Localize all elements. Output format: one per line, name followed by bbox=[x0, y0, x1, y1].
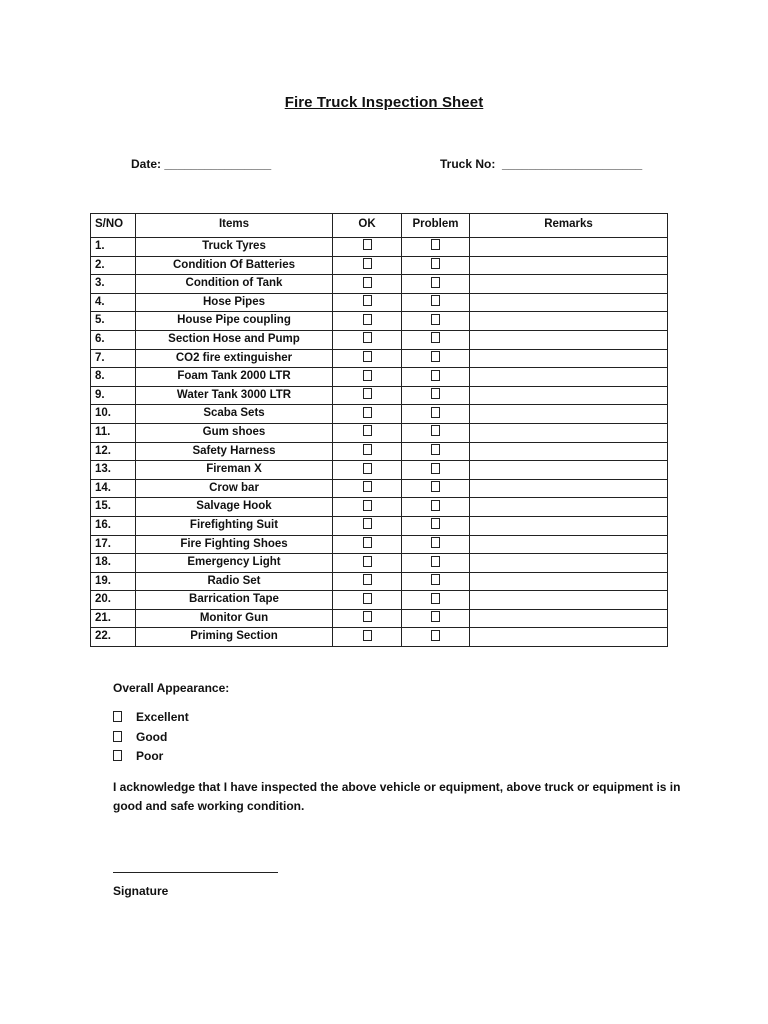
table-row bbox=[91, 256, 668, 275]
row-sno: 13. bbox=[91, 461, 136, 480]
row-item: Hose Pipes bbox=[136, 293, 333, 312]
header-remarks: Remarks bbox=[470, 214, 668, 238]
row-remarks[interactable] bbox=[470, 498, 668, 517]
checkbox-icon[interactable] bbox=[363, 314, 372, 325]
checkbox-icon[interactable] bbox=[363, 463, 372, 474]
row-remarks[interactable] bbox=[470, 609, 668, 628]
checkbox-icon[interactable] bbox=[113, 731, 122, 742]
checkbox-icon[interactable] bbox=[431, 258, 440, 269]
row-sno: 16. bbox=[91, 516, 136, 535]
checkbox-icon[interactable] bbox=[431, 444, 440, 455]
ok-checkbox-cell[interactable] bbox=[333, 256, 402, 275]
ok-checkbox-cell[interactable] bbox=[333, 572, 402, 591]
table-row bbox=[91, 572, 668, 591]
row-item: Fire Fighting Shoes bbox=[136, 535, 333, 554]
option-good[interactable] bbox=[113, 730, 167, 744]
row-item: Truck Tyres bbox=[136, 238, 333, 257]
option-excellent[interactable] bbox=[113, 710, 189, 724]
row-remarks[interactable] bbox=[470, 275, 668, 294]
ok-checkbox-cell[interactable] bbox=[333, 312, 402, 331]
checkbox-icon[interactable] bbox=[431, 388, 440, 399]
row-remarks[interactable] bbox=[470, 349, 668, 368]
ok-checkbox-cell[interactable] bbox=[333, 405, 402, 424]
table-row bbox=[91, 516, 668, 535]
checkbox-icon[interactable] bbox=[363, 593, 372, 604]
checkbox-icon[interactable] bbox=[431, 500, 440, 511]
checkbox-icon[interactable] bbox=[363, 518, 372, 529]
row-remarks[interactable] bbox=[470, 628, 668, 647]
row-item: Salvage Hook bbox=[136, 498, 333, 517]
table-row bbox=[91, 238, 668, 257]
problem-checkbox-cell[interactable] bbox=[402, 479, 470, 498]
row-item: Barrication Tape bbox=[136, 591, 333, 610]
row-sno: 14. bbox=[91, 479, 136, 498]
checkbox-icon[interactable] bbox=[431, 630, 440, 641]
signature-label: Signature bbox=[113, 884, 169, 898]
row-sno: 11. bbox=[91, 423, 136, 442]
checkbox-icon[interactable] bbox=[431, 518, 440, 529]
row-remarks[interactable] bbox=[470, 423, 668, 442]
ok-checkbox-cell[interactable] bbox=[333, 516, 402, 535]
option-poor[interactable] bbox=[113, 749, 163, 763]
row-item: Condition Of Batteries bbox=[136, 256, 333, 275]
ok-checkbox-cell[interactable] bbox=[333, 442, 402, 461]
truck-number-field[interactable]: Truck No: _____________________ bbox=[440, 157, 643, 171]
row-remarks[interactable] bbox=[470, 256, 668, 275]
checkbox-icon[interactable] bbox=[363, 370, 372, 381]
header-ok: OK bbox=[333, 214, 402, 238]
row-remarks[interactable] bbox=[470, 312, 668, 331]
checkbox-icon[interactable] bbox=[431, 295, 440, 306]
checkbox-icon[interactable] bbox=[431, 481, 440, 492]
table-row bbox=[91, 591, 668, 610]
checkbox-icon[interactable] bbox=[363, 388, 372, 399]
problem-checkbox-cell[interactable] bbox=[402, 405, 470, 424]
checkbox-icon[interactable] bbox=[363, 537, 372, 548]
row-sno: 2. bbox=[91, 256, 136, 275]
problem-checkbox-cell[interactable] bbox=[402, 368, 470, 387]
problem-checkbox-cell[interactable] bbox=[402, 349, 470, 368]
row-item: Monitor Gun bbox=[136, 609, 333, 628]
signature-line[interactable] bbox=[113, 872, 278, 873]
page-title: Fire Truck Inspection Sheet bbox=[284, 94, 484, 111]
table-row bbox=[91, 498, 668, 517]
row-remarks[interactable] bbox=[470, 516, 668, 535]
problem-checkbox-cell[interactable] bbox=[402, 535, 470, 554]
date-field[interactable]: Date: ________________ bbox=[131, 157, 272, 171]
table-row bbox=[91, 442, 668, 461]
table-row bbox=[91, 368, 668, 387]
row-item: Firefighting Suit bbox=[136, 516, 333, 535]
checkbox-icon[interactable] bbox=[363, 295, 372, 306]
row-item: Priming Section bbox=[136, 628, 333, 647]
checkbox-icon[interactable] bbox=[431, 239, 440, 250]
checkbox-icon[interactable] bbox=[363, 407, 372, 418]
row-item: Scaba Sets bbox=[136, 405, 333, 424]
problem-checkbox-cell[interactable] bbox=[402, 386, 470, 405]
problem-checkbox-cell[interactable] bbox=[402, 312, 470, 331]
row-item: House Pipe coupling bbox=[136, 312, 333, 331]
checkbox-icon[interactable] bbox=[431, 277, 440, 288]
row-sno: 18. bbox=[91, 554, 136, 573]
row-sno: 17. bbox=[91, 535, 136, 554]
ok-checkbox-cell[interactable] bbox=[333, 330, 402, 349]
row-sno: 9. bbox=[91, 386, 136, 405]
checkbox-icon[interactable] bbox=[431, 425, 440, 436]
row-item: Safety Harness bbox=[136, 442, 333, 461]
ok-checkbox-cell[interactable] bbox=[333, 386, 402, 405]
table-row bbox=[91, 423, 668, 442]
row-sno: 20. bbox=[91, 591, 136, 610]
checkbox-icon[interactable] bbox=[431, 332, 440, 343]
ok-checkbox-cell[interactable] bbox=[333, 423, 402, 442]
row-remarks[interactable] bbox=[470, 330, 668, 349]
problem-checkbox-cell[interactable] bbox=[402, 275, 470, 294]
row-sno: 15. bbox=[91, 498, 136, 517]
table-row bbox=[91, 535, 668, 554]
row-item: Crow bar bbox=[136, 479, 333, 498]
header-sno: S/NO bbox=[91, 214, 136, 238]
checkbox-icon[interactable] bbox=[363, 332, 372, 343]
problem-checkbox-cell[interactable] bbox=[402, 293, 470, 312]
option-label: Good bbox=[136, 730, 168, 744]
problem-checkbox-cell[interactable] bbox=[402, 256, 470, 275]
row-item: CO2 fire extinguisher bbox=[136, 349, 333, 368]
row-item: Section Hose and Pump bbox=[136, 330, 333, 349]
ok-checkbox-cell[interactable] bbox=[333, 238, 402, 257]
checkbox-icon[interactable] bbox=[431, 574, 440, 585]
checkbox-icon[interactable] bbox=[431, 370, 440, 381]
table-row bbox=[91, 330, 668, 349]
checkbox-icon[interactable] bbox=[363, 500, 372, 511]
row-sno: 8. bbox=[91, 368, 136, 387]
checkbox-icon[interactable] bbox=[363, 351, 372, 362]
row-sno: 3. bbox=[91, 275, 136, 294]
checkbox-icon[interactable] bbox=[363, 258, 372, 269]
checkbox-icon[interactable] bbox=[431, 407, 440, 418]
row-sno: 4. bbox=[91, 293, 136, 312]
checkbox-icon[interactable] bbox=[363, 574, 372, 585]
row-sno: 21. bbox=[91, 609, 136, 628]
problem-checkbox-cell[interactable] bbox=[402, 423, 470, 442]
problem-checkbox-cell[interactable] bbox=[402, 498, 470, 517]
row-remarks[interactable] bbox=[470, 386, 668, 405]
checkbox-icon[interactable] bbox=[363, 556, 372, 567]
row-sno: 1. bbox=[91, 238, 136, 257]
row-remarks[interactable] bbox=[470, 442, 668, 461]
header-items: Items bbox=[136, 214, 333, 238]
row-sno: 22. bbox=[91, 628, 136, 647]
row-sno: 6. bbox=[91, 330, 136, 349]
ok-checkbox-cell[interactable] bbox=[333, 349, 402, 368]
problem-checkbox-cell[interactable] bbox=[402, 330, 470, 349]
row-sno: 12. bbox=[91, 442, 136, 461]
row-remarks[interactable] bbox=[470, 461, 668, 480]
inspection-table bbox=[90, 213, 668, 647]
row-remarks[interactable] bbox=[470, 572, 668, 591]
option-label: Excellent bbox=[136, 710, 189, 724]
problem-checkbox-cell[interactable] bbox=[402, 591, 470, 610]
problem-checkbox-cell[interactable] bbox=[402, 628, 470, 647]
table-row bbox=[91, 405, 668, 424]
checkbox-icon[interactable] bbox=[363, 611, 372, 622]
ok-checkbox-cell[interactable] bbox=[333, 368, 402, 387]
ok-checkbox-cell[interactable] bbox=[333, 591, 402, 610]
row-item: Water Tank 3000 LTR bbox=[136, 386, 333, 405]
checkbox-icon[interactable] bbox=[363, 481, 372, 492]
ok-checkbox-cell[interactable] bbox=[333, 554, 402, 573]
ok-checkbox-cell[interactable] bbox=[333, 628, 402, 647]
row-remarks[interactable] bbox=[470, 368, 668, 387]
row-remarks[interactable] bbox=[470, 479, 668, 498]
table-row bbox=[91, 386, 668, 405]
checkbox-icon[interactable] bbox=[363, 239, 372, 250]
checkbox-icon[interactable] bbox=[363, 277, 372, 288]
row-remarks[interactable] bbox=[470, 591, 668, 610]
checkbox-icon[interactable] bbox=[431, 593, 440, 604]
checkbox-icon[interactable] bbox=[431, 351, 440, 362]
ok-checkbox-cell[interactable] bbox=[333, 609, 402, 628]
overall-appearance-label: Overall Appearance: bbox=[113, 681, 230, 695]
row-sno: 5. bbox=[91, 312, 136, 331]
row-item: Gum shoes bbox=[136, 423, 333, 442]
row-sno: 19. bbox=[91, 572, 136, 591]
ok-checkbox-cell[interactable] bbox=[333, 293, 402, 312]
ok-checkbox-cell[interactable] bbox=[333, 479, 402, 498]
table-row bbox=[91, 349, 668, 368]
problem-checkbox-cell[interactable] bbox=[402, 238, 470, 257]
row-item: Radio Set bbox=[136, 572, 333, 591]
row-sno: 10. bbox=[91, 405, 136, 424]
checkbox-icon[interactable] bbox=[363, 444, 372, 455]
checkbox-icon[interactable] bbox=[431, 314, 440, 325]
problem-checkbox-cell[interactable] bbox=[402, 442, 470, 461]
row-remarks[interactable] bbox=[470, 535, 668, 554]
row-item: Condition of Tank bbox=[136, 275, 333, 294]
problem-checkbox-cell[interactable] bbox=[402, 461, 470, 480]
ok-checkbox-cell[interactable] bbox=[333, 275, 402, 294]
checkbox-icon[interactable] bbox=[363, 630, 372, 641]
row-item: Foam Tank 2000 LTR bbox=[136, 368, 333, 387]
row-remarks[interactable] bbox=[470, 238, 668, 257]
ok-checkbox-cell[interactable] bbox=[333, 535, 402, 554]
checkbox-icon[interactable] bbox=[431, 556, 440, 567]
checkbox-icon[interactable] bbox=[431, 463, 440, 474]
table-row bbox=[91, 312, 668, 331]
problem-checkbox-cell[interactable] bbox=[402, 516, 470, 535]
table-row bbox=[91, 275, 668, 294]
problem-checkbox-cell[interactable] bbox=[402, 572, 470, 591]
row-remarks[interactable] bbox=[470, 293, 668, 312]
table-row bbox=[91, 293, 668, 312]
row-remarks[interactable] bbox=[470, 405, 668, 424]
row-sno: 7. bbox=[91, 349, 136, 368]
table-row bbox=[91, 554, 668, 573]
row-item: Emergency Light bbox=[136, 554, 333, 573]
ok-checkbox-cell[interactable] bbox=[333, 498, 402, 517]
row-remarks[interactable] bbox=[470, 554, 668, 573]
table-row bbox=[91, 609, 668, 628]
table-row bbox=[91, 479, 668, 498]
checkbox-icon[interactable] bbox=[431, 611, 440, 622]
checkbox-icon[interactable] bbox=[113, 750, 122, 761]
table-row bbox=[91, 628, 668, 647]
problem-checkbox-cell[interactable] bbox=[402, 554, 470, 573]
problem-checkbox-cell[interactable] bbox=[402, 609, 470, 628]
ok-checkbox-cell[interactable] bbox=[333, 461, 402, 480]
header-problem: Problem bbox=[402, 214, 470, 238]
checkbox-icon[interactable] bbox=[431, 537, 440, 548]
option-label: Poor bbox=[136, 749, 164, 763]
checkbox-icon[interactable] bbox=[113, 711, 122, 722]
table-row bbox=[91, 461, 668, 480]
checkbox-icon[interactable] bbox=[363, 425, 372, 436]
table-header-row bbox=[91, 214, 668, 238]
row-item: Fireman X bbox=[136, 461, 333, 480]
acknowledgement-text: I acknowledge that I have inspected the above vehicle or equipment, above truck or equipment is in good and safe working condition. bbox=[113, 780, 681, 813]
